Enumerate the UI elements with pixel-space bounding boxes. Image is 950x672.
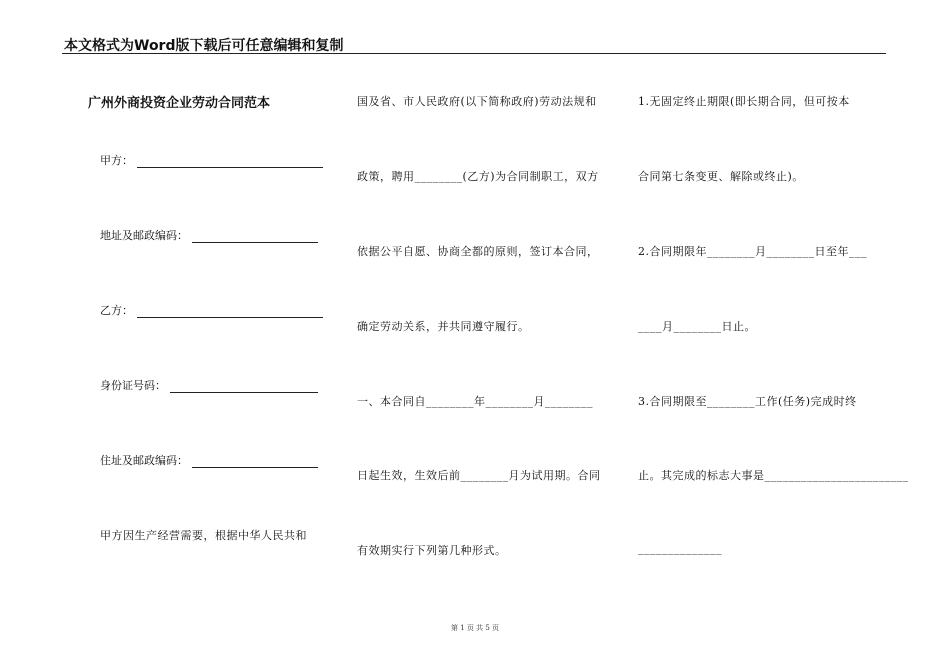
- party-a-field: [100, 152, 323, 168]
- page-indicator: 第 1 页 共 5 页: [450, 624, 500, 632]
- party-a-blank[interactable]: [137, 155, 323, 168]
- paragraph-line: 政策，聘用________(乙方)为合同制职工，双方: [357, 170, 599, 183]
- paragraph-line: 确定劳动关系，并共同遵守履行。: [357, 320, 530, 333]
- address-postcode-field: [100, 227, 318, 243]
- party-b-blank[interactable]: [137, 305, 323, 318]
- paragraph-line: 止。其完成的标志大事是________________________: [638, 469, 909, 482]
- id-number-field: [100, 377, 318, 393]
- document-title: 广州外商投资企业劳动合同范本: [88, 96, 271, 111]
- paragraph-line: 2.合同期限年________月________日至年___: [638, 245, 867, 258]
- party-b-field: [100, 302, 323, 318]
- field-label: 身份证号码：: [100, 379, 166, 392]
- paragraph-line: 1.无固定终止期限(即长期合同，但可按本: [638, 95, 850, 108]
- field-label: 乙方：: [100, 304, 133, 317]
- field-label: 甲方：: [100, 154, 133, 167]
- paragraph-line: 日起生效，生效后前________月为试用期。合同: [357, 469, 601, 482]
- paragraph-line: 合同第七条变更、解除或终止)。: [638, 170, 804, 183]
- field-label: 地址及邮政编码：: [100, 229, 188, 242]
- paragraph-line: 3.合同期限至________工作(任务)完成时终: [638, 395, 857, 408]
- paragraph-line: 有效期实行下列第几种形式。: [357, 544, 507, 557]
- paragraph-line: ______________: [638, 542, 722, 555]
- residence-postcode-blank[interactable]: [192, 455, 318, 468]
- address-postcode-blank[interactable]: [192, 230, 318, 243]
- paragraph-line: 依据公平自愿、协商全都的原则，签订本合同，: [357, 245, 599, 258]
- header-divider: [62, 53, 886, 54]
- paragraph-line: 国及省、市人民政府(以下简称政府)劳动法规和: [357, 95, 597, 108]
- paragraph-line: ____月________日止。: [638, 320, 756, 333]
- field-label: 住址及邮政编码：: [100, 454, 188, 467]
- paragraph-line: 甲方因生产经营需要，根据中华人民共和: [100, 529, 307, 542]
- id-number-blank[interactable]: [170, 380, 318, 393]
- header-banner: 本文格式为Word版下载后可任意编辑和复制: [64, 38, 344, 54]
- residence-postcode-field: [100, 452, 318, 468]
- paragraph-line: 一、本合同自________年________月________: [357, 395, 593, 408]
